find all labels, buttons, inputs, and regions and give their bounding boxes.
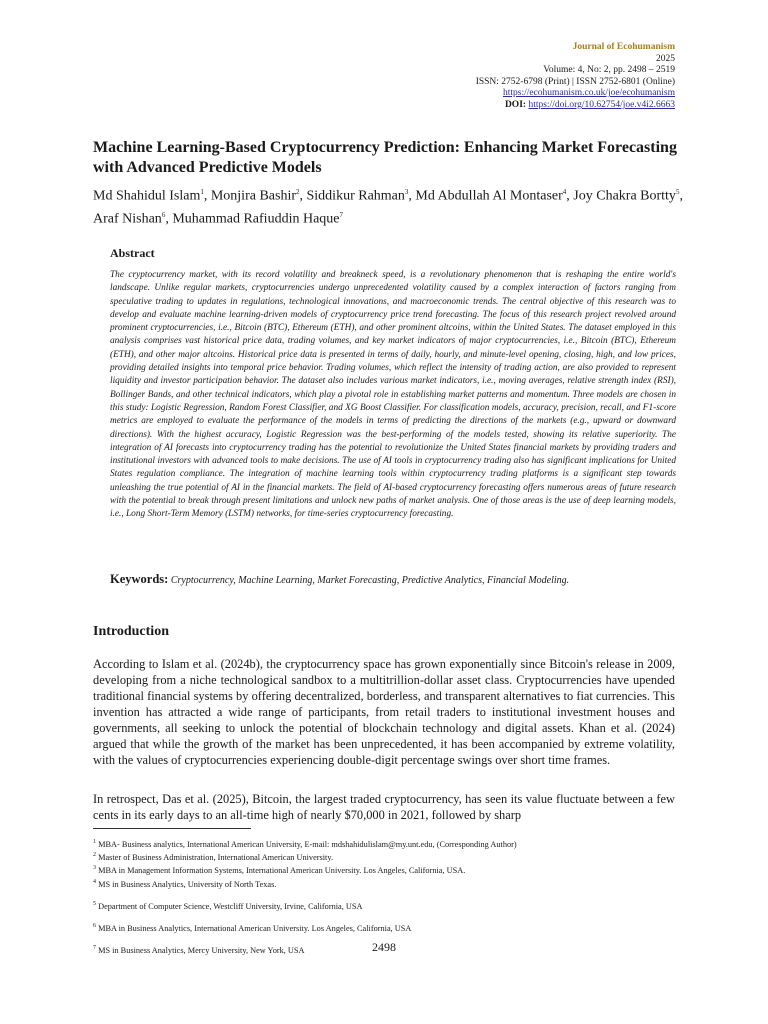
footnote: $^6$ MBA in Business Analytics, International American University. Los Angeles, California, USA	[93, 922, 412, 933]
body-paragraph: In retrospect, Das et al. (2025), Bitcoin, the largest traded cryptocurrency, has seen its value fluctuate between a few cents in its early days to an all-time high of nearly $70,000 in 2021, followed by sharp	[93, 792, 675, 822]
journal-name: Journal of Ecohumanism	[572, 42, 675, 52]
footnotes	[93, 837, 693, 956]
author-mark: 1	[200, 188, 204, 196]
footnote-divider	[93, 828, 251, 829]
author-mark: 3	[404, 188, 409, 196]
journal-issn: ISSN: 2752-6798 (Print) | ISSN 2752-6801 (Online)	[475, 76, 675, 87]
keywords-text: Cryptocurrency, Machine Learning, Market Forecasting, Predictive Analytics, Financial Modeling.	[170, 575, 570, 586]
author-mark: 4	[562, 188, 567, 196]
author-name: Md Shahidul Islam	[93, 188, 201, 204]
author-mark: 7	[339, 210, 343, 219]
keywords	[110, 572, 680, 587]
footnote: $^1$ MBA- Business analytics, International American University, E-mail: mdshahidulislam@my.unt.edu, (Corresponding Author)	[93, 839, 517, 849]
abstract-heading: Abstract	[110, 246, 155, 260]
keywords-label: Keywords:	[110, 572, 169, 586]
footnote: $^7$ MS in Business Analytics, Mercy University, New York, USA	[93, 945, 305, 955]
footnote: $^2$ Master of Business Administration, International American University.	[93, 852, 334, 862]
author-list: Md Shahidul Islam$^1$, Monjira Bashir$^2$, Siddikur Rahman$^3$, Md Abdullah Al Montaser$^4$, Joy Chakra Bortty$^5$, Araf Nishan$^6$, Muhammad Rafiuddin Haque$^7$	[93, 188, 683, 227]
page-number: 2498	[372, 940, 396, 954]
author-name: Araf Nishan	[93, 211, 162, 227]
journal-year: 2025	[656, 53, 675, 64]
doi-link[interactable]: https://doi.org/10.62754/joe.v4i2.6663	[528, 99, 675, 110]
author-name: Monjira Bashir	[210, 188, 296, 204]
author-name: Joy Chakra Bortty	[573, 188, 676, 204]
author-mark: 5	[675, 188, 680, 196]
doi-label: DOI:	[504, 99, 527, 110]
abstract-text: The cryptocurrency market, with its record volatility and breakneck speed, is a revolutionary phenomenon that is reshaping the entire world's landscape. Unlike regular markets, cryptocurrencies undergo unprecedented volatility caused by a complex interaction of factors ranging from speculative trading to updates in regulations, technological innovations, and macroeconomic trends. The central objective of this research was to develop and evaluate machine learning-driven models of cryptocurrency price trend forecasting. The focus of this research project revolved around prominent cryptocurrencies, i.e., Bitcoin (BTC), Ethereum (ETH), and other prominent altcoins, within the United States. The dataset employed in this analysis comprises vast historical price data, trading volumes, and key market indicators of major cryptocurrencies, i.e., Bitcoin (BTC), Ethereum (ETH), and other major altcoins. Historical price data is presented in terms of daily, hourly, and minute-level opening, closing, high, and low prices, providing detailed insights into temporal price behavior. Trading volumes, which reflect the intensity of trading action, are also provided to represent liquidity and investor participation behavior. The dataset also includes various market indicators, i.e., moving averages, relative strength index (RSI), Bollinger Bands, and other technical indicators, which play a pivotal role in establishing market patterns and momentum. Three models are chosen in this study: Logistic Regression, Random Forest Classifier, and XG Boost Classifier. For classification models, accuracy, precision, recall, and F1-score metrics are employed to evaluate the performance of the models in terms of predicting the directions of the markets (e.g., upward or downward directions). With the highest accuracy, Logistic Regression was the best-performing of the models tested, showing its relative superiority. The integration of AI forecasts into cryptocurrency trading has the potential to revolutionize the United States financial markets by providing traders and institutional investors with advanced tools to make decisions. The use of AI tools in cryptocurrency trading also has significant implications for United States regulation compliance. The integration of machine learning tools within cryptocurrency trading platforms is a significant step towards unleashing the true potential of AI in the financial markets. The field of AI-based cryptocurrency forecasting offers numerous areas of future research with the potential to break through present limitations and unlock new paths of market analysis. One of those areas is the use of deep learning models, i.e., Long Short-Term Memory (LSTM) networks, for time-series cryptocurrency forecasting.	[110, 270, 676, 520]
author-mark: 2	[296, 188, 300, 196]
author-name: Siddikur Rahman	[306, 188, 405, 204]
paper-title: Machine Learning-Based Cryptocurrency Prediction: Enhancing Market Forecasting with Advanced Predictive Models	[93, 139, 677, 176]
footnote: $^4$ MS in Business Analytics, University of North Texas.	[93, 878, 277, 889]
footnote: $^3$ MBA in Management Information Systems, International American University. Los Angeles, California, USA.	[93, 865, 466, 876]
journal-volume: Volume: 4, No: 2, pp. 2498 – 2519	[543, 65, 675, 76]
author-name: Md Abdullah Al Montaser	[415, 188, 563, 204]
section-heading-introduction: Introduction	[93, 624, 169, 639]
author-name: Muhammad Rafiuddin Haque	[172, 211, 340, 227]
journal-url-link[interactable]: https://ecohumanism.co.uk/joe/ecohumanism	[502, 88, 675, 99]
footnote: $^5$ Department of Computer Science, Westcliff University, Irvine, California, USA	[93, 900, 363, 911]
journal-header	[476, 42, 675, 112]
author-mark: 6	[161, 210, 166, 219]
body-paragraph: According to Islam et al. (2024b), the cryptocurrency space has grown exponentially since Bitcoin's release in 2009, developing from a niche technological sandbox to a multitrillion-dollar asset class. Cryptocurrencies have upended traditional financial systems by offering decentralized, borderless, and transparent alternatives to fiat currencies. This invention has attracted a wide range of participants, from retail traders to institutional investment houses and governments, all seeking to unlock the potential of blockchain technology and digital assets. Khan et al. (2024) argued that while the growth of the market has been unprecedented, it has been accompanied by extreme volatility, with the values of cryptocurrencies experiencing double-digit percentage swings over short time frames.	[93, 657, 675, 767]
